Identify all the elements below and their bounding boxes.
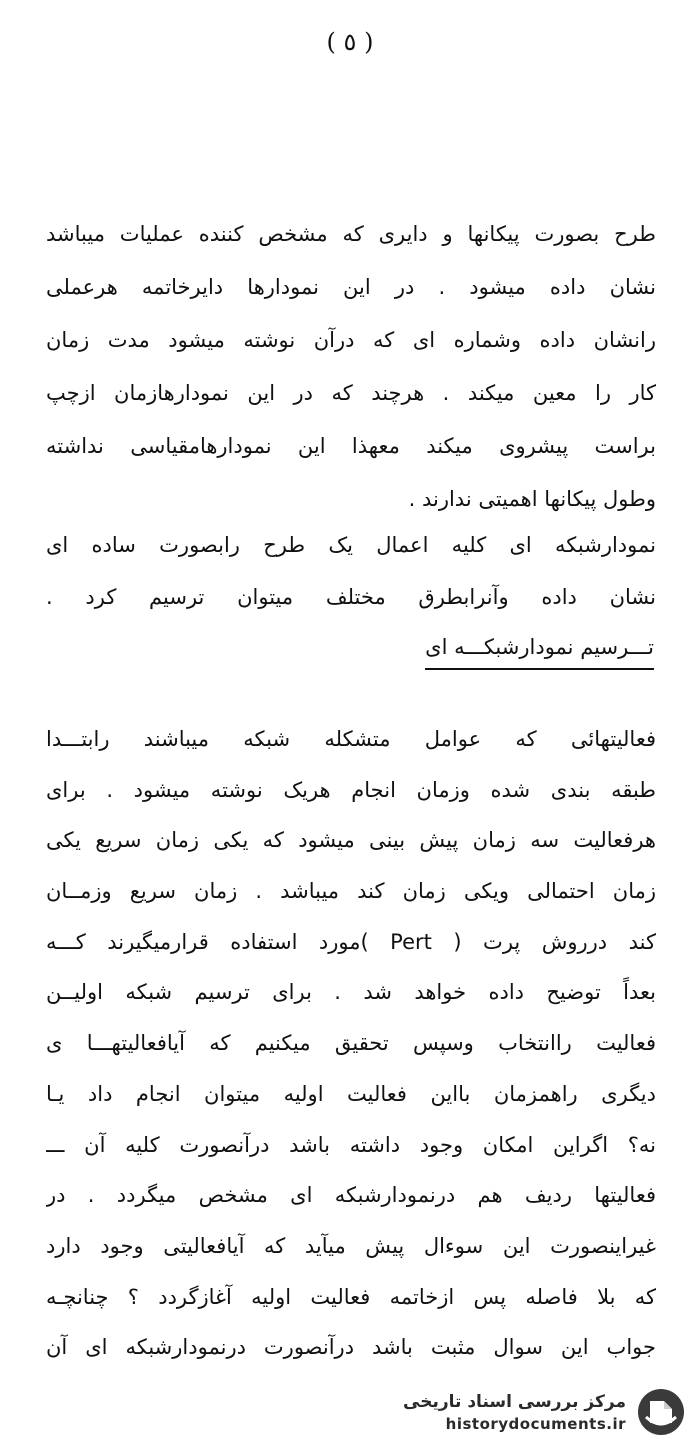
paragraph-line: نمودارشبکه ای کلیه اعمال یک طرح رابصورت ساده ای: [46, 533, 656, 557]
paragraph-line: طرح بصورت پیکانها و دایری که مشخص کننده عملیات میباشد: [46, 222, 656, 246]
paragraph-line: دیگری راهمزمان بااین فعالیت اولیه میتوان انجام داد یـا: [46, 1081, 656, 1106]
paragraph-line: براست پیشروی میکند معهذا این نمودارهامقیاسی نداشته: [46, 434, 656, 458]
paragraph-line: رانشان داده وشماره ای که درآن نوشته میشود مدت زمان: [46, 328, 656, 352]
paragraph-line: وطول پیکانها اهمیتی ندارند .: [408, 487, 656, 511]
paragraph-line: نه؟ اگراین امکان وجود داشته باشد درآنصورت کلیه آن ـــ: [46, 1132, 656, 1157]
page-number: ( ٥ ): [326, 28, 374, 56]
paragraph-line: کند درروش پرت ( Pert )مورد استفاده قرارمیگیرند کـــه: [46, 929, 656, 954]
archive-logo-icon: [636, 1387, 686, 1437]
paragraph-line: زمان احتمالی ویکی زمان کند میباشد . زمان سریع وزمــان: [46, 879, 656, 904]
paragraph-line: فعالیتهائی که عوامل متشکله شبکه میباشند رابتـــدا: [46, 727, 656, 751]
watermark-text: [403, 1390, 626, 1434]
paragraph-line: نشان داده وآنرابطرق مختلف میتوان ترسیم کرد .: [46, 585, 656, 609]
paragraph-1: [46, 208, 656, 526]
watermark-title: مرکز بررسی اسناد تاریخی: [403, 1392, 626, 1412]
paragraph-line: که بلا فاصله پس ازخاتمه فعالیت اولیه آغازگردد ؟ چنانچـه: [46, 1284, 656, 1309]
paragraph-line: فعالیت راانتخاب وسپس تحقیق میکنیم که آیافعالیتهـــا ی: [46, 1031, 656, 1056]
paragraph-line: فعالیتها ردیف هم درنمودارشبکه ای مشخص میگردد . در: [46, 1183, 656, 1208]
section-heading: تـــرسیم نمودارشبکـــه ای: [425, 630, 654, 670]
paragraph-line: کار را معین میکند . هرچند که در این نمودارهازمان ازچپ: [46, 381, 656, 405]
paragraph-line: نشان داده میشود . در این نمودارها دایرخاتمه هرعملی: [46, 275, 656, 299]
paragraph-3: [46, 714, 656, 1373]
paragraph-line: بعداً توضیح داده خواهد شد . برای ترسیم شبکه اولیــن: [46, 980, 656, 1005]
watermark-url: historydocuments.ir: [445, 1415, 626, 1433]
paragraph-2: [46, 519, 656, 623]
paragraph-line: جواب این سوال مثبت باشد درآنصورت درنمودارشبکه ای آن: [46, 1335, 656, 1360]
paragraph-line: هرفعالیت سه زمان پیش بینی میشود که یکی زمان سریع یکی: [46, 828, 656, 853]
watermark: [403, 1383, 686, 1441]
paragraph-line: غیراینصورت این سوءال پیش میآید که آیافعالیتی وجود دارد: [46, 1233, 656, 1258]
paragraph-line: طبقه بندی شده وزمان انجام هریک نوشته میشود . برای: [46, 777, 656, 802]
